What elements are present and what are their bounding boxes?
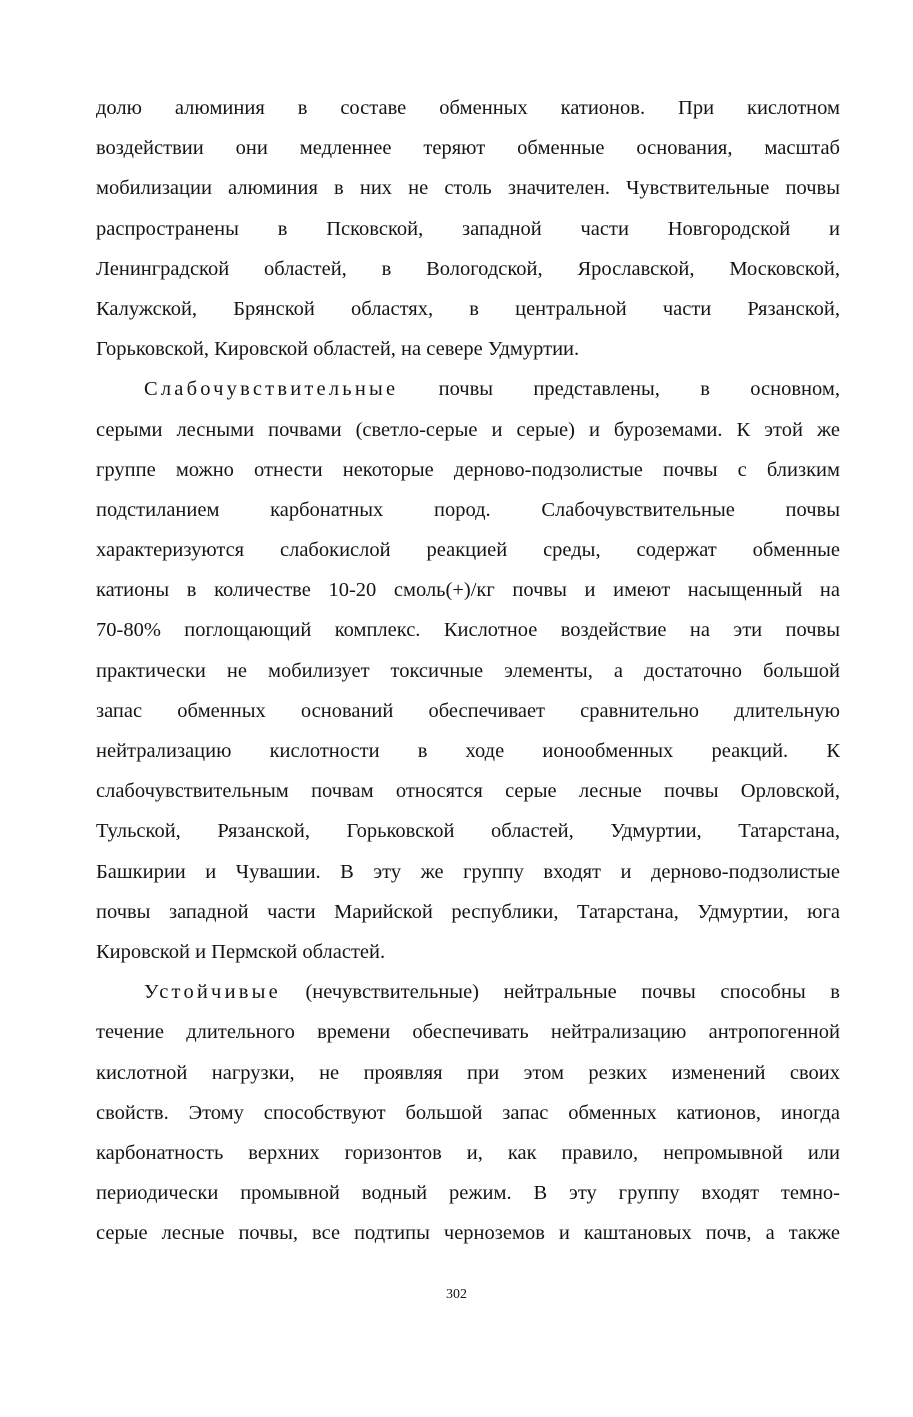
text-line: катионы в количестве 10-20 смоль(+)/кг почвы и имеют насыщенный на bbox=[96, 579, 840, 602]
text-span: (нечувствительные) нейтральные почвы способны в bbox=[280, 981, 840, 1004]
paragraph-1 bbox=[96, 88, 840, 369]
text-line bbox=[96, 369, 840, 409]
text-line: мобилизации алюминия в них не столь значителен. Чувствительные почвы bbox=[96, 177, 840, 200]
text-line: Башкирии и Чувашии. В эту же группу входят и дерново-подзолистые bbox=[96, 860, 840, 883]
page-number: 302 bbox=[446, 1287, 467, 1302]
text-line: распространены в Псковской, западной части Новгородской и bbox=[96, 217, 840, 240]
text-line: карбонатность верхних горизонтов и, как правило, непромывной или bbox=[96, 1141, 840, 1164]
text-line: запас обменных оснований обеспечивает сравнительно длительную bbox=[96, 699, 840, 722]
term-ustoichivye: Устойчивые bbox=[144, 981, 281, 1004]
text-span: почвы представлены, в основном, bbox=[398, 378, 840, 401]
text-line: свойств. Этому способствуют большой запас обменных катионов, иногда bbox=[96, 1101, 840, 1124]
text-line: серые лесные почвы, все подтипы черноземов и каштановых почв, а также bbox=[96, 1222, 840, 1245]
text-line: группе можно отнести некоторые дерново-подзолистые почвы с близким bbox=[96, 458, 840, 481]
text-line: долю алюминия в составе обменных катионов. При кислотном bbox=[96, 97, 840, 119]
text-line: 70-80% поглощающий комплекс. Кислотное воздействие на эти почвы bbox=[96, 619, 840, 642]
text-line: Горьковской, Кировской областей, на севере Удмуртии. bbox=[96, 338, 580, 361]
text-line: кислотной нагрузки, не проявляя при этом резких изменений своих bbox=[96, 1061, 840, 1084]
text-line: почвы западной части Марийской республики, Татарстана, Удмуртии, юга bbox=[96, 900, 840, 923]
text-line: Ленинградской областей, в Вологодской, Ярославской, Московской, bbox=[96, 257, 840, 280]
term-slabochuvstvitelnye: Слабочувствительные bbox=[144, 378, 399, 401]
text-line bbox=[96, 972, 840, 1012]
text-line: периодически промывной водный режим. В эту группу входят темно- bbox=[96, 1182, 840, 1205]
text-line: серыми лесными почвами (светло-серые и серые) и буроземами. К этой же bbox=[96, 418, 840, 441]
text-line: воздействии они медленнее теряют обменные основания, масштаб bbox=[96, 137, 840, 160]
text-line: течение длительного времени обеспечивать нейтрализацию антропогенной bbox=[96, 1021, 840, 1044]
paragraph-3 bbox=[96, 972, 840, 1253]
text-line: нейтрализацию кислотности в ходе ионообменных реакций. К bbox=[96, 740, 840, 762]
text-line: Кировской и Пермской областей. bbox=[96, 940, 386, 963]
text-line: Калужской, Брянской областях, в центральной части Рязанской, bbox=[96, 297, 840, 320]
text-line: практически не мобилизует токсичные элементы, а достаточно большой bbox=[96, 659, 840, 682]
text-line: слабочувствительным почвам относятся серые лесные почвы Орловской, bbox=[96, 780, 840, 803]
paragraph-2 bbox=[96, 369, 840, 972]
body-text bbox=[96, 88, 840, 1253]
text-line: характеризуются слабокислой реакцией среды, содержат обменные bbox=[96, 539, 840, 562]
text-line: подстиланием карбонатных пород. Слабочувствительные почвы bbox=[96, 498, 840, 521]
text-line: Тульской, Рязанской, Горьковской областей, Удмуртии, Татарстана, bbox=[96, 820, 840, 843]
